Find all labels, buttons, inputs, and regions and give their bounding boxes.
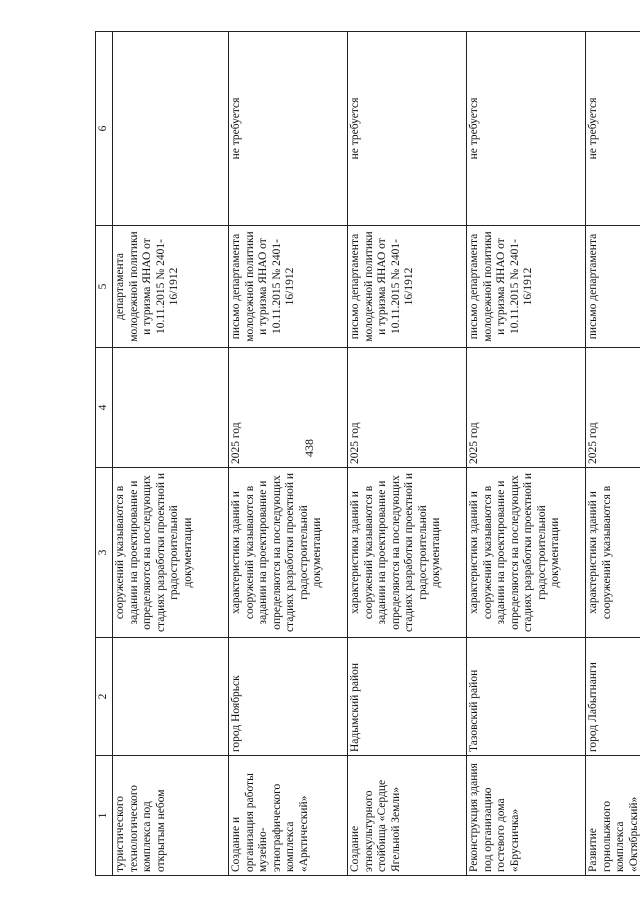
requirement-cell: не требуется (586, 32, 640, 226)
table-row (113, 32, 229, 876)
characteristics-cell: характеристики зданий и сооружений указываются в задании на проектирование и определяются на последующих стадиях разработки проектной и градостроительной документации (467, 468, 586, 638)
table-row (348, 32, 467, 876)
characteristics-cell: характеристики зданий и сооружений указываются в задании на проектирование и определяются на последующих стадиях разработки проектной и градостроительной документации (348, 468, 467, 638)
requirement-cell (113, 32, 229, 226)
deadline-cell: 2025 год (586, 348, 640, 468)
column-header: 4 (96, 348, 113, 468)
table-row (467, 32, 586, 876)
basis-document-cell: письмо департамента молодежной политики и туризма ЯНАО от 10.11.2015 № 2401-16/1912 (348, 226, 467, 348)
characteristics-cell: сооружений указываются в задании на проектирование и определяются на последующих стадиях разработки проектной и градостроительной документации (113, 468, 229, 638)
characteristics-cell: характеристики зданий и сооружений указываются в (586, 468, 640, 638)
deadline-cell (113, 348, 229, 468)
basis-document-cell: департамента молодежной политики и туризма ЯНАО от 10.11.2015 № 2401-16/1912 (113, 226, 229, 348)
location-cell: город Ноябрьск (229, 638, 348, 756)
column-header: 2 (96, 638, 113, 756)
project-name-cell: Развитие горнолыжного комплекса «Октябрьский» (586, 756, 640, 876)
characteristics-cell: характеристики зданий и сооружений указываются в задании на проектирование и определяются на последующих стадиях разработки проектной и градостроительной документации (229, 468, 348, 638)
requirement-cell: не требуется (348, 32, 467, 226)
table-row (586, 32, 640, 876)
table-row (229, 32, 348, 876)
column-header: 1 (96, 756, 113, 876)
requirement-cell: не требуется (229, 32, 348, 226)
page-number: 438 (302, 439, 316, 457)
project-name-cell: Создание этнокультурного стойбища «Сердце Ягельной Земли» (348, 756, 467, 876)
column-header: 3 (96, 468, 113, 638)
project-name-cell: Создание и организация работы музейно-этнографического комплекса «Арктический» (229, 756, 348, 876)
rotated-table-container (95, 32, 640, 876)
table-header-row (96, 32, 113, 876)
basis-document-cell: письмо департамента молодежной политики и туризма ЯНАО от 10.11.2015 № 2401-16/1912 (229, 226, 348, 348)
basis-document-cell: письмо департамента молодежной политики и туризма ЯНАО от 10.11.2015 № 2401-16/1912 (467, 226, 586, 348)
column-header: 6 (96, 32, 113, 226)
requirement-cell: не требуется (467, 32, 586, 226)
project-name-cell: туристического технологического комплекса под открытым небом (113, 756, 229, 876)
deadline-cell: 2025 год (348, 348, 467, 468)
location-cell: Тазовский район (467, 638, 586, 756)
deadline-cell: 2025 год (229, 348, 348, 468)
basis-document-cell: письмо департамента (586, 226, 640, 348)
deadline-cell: 2025 год (467, 348, 586, 468)
location-cell: город Лабытнанги (586, 638, 640, 756)
column-header: 5 (96, 226, 113, 348)
location-cell (113, 638, 229, 756)
location-cell: Надымский район (348, 638, 467, 756)
projects-table (95, 31, 640, 876)
project-name-cell: Реконструкция здания под организацию гостевого дома «Брусничка» (467, 756, 586, 876)
